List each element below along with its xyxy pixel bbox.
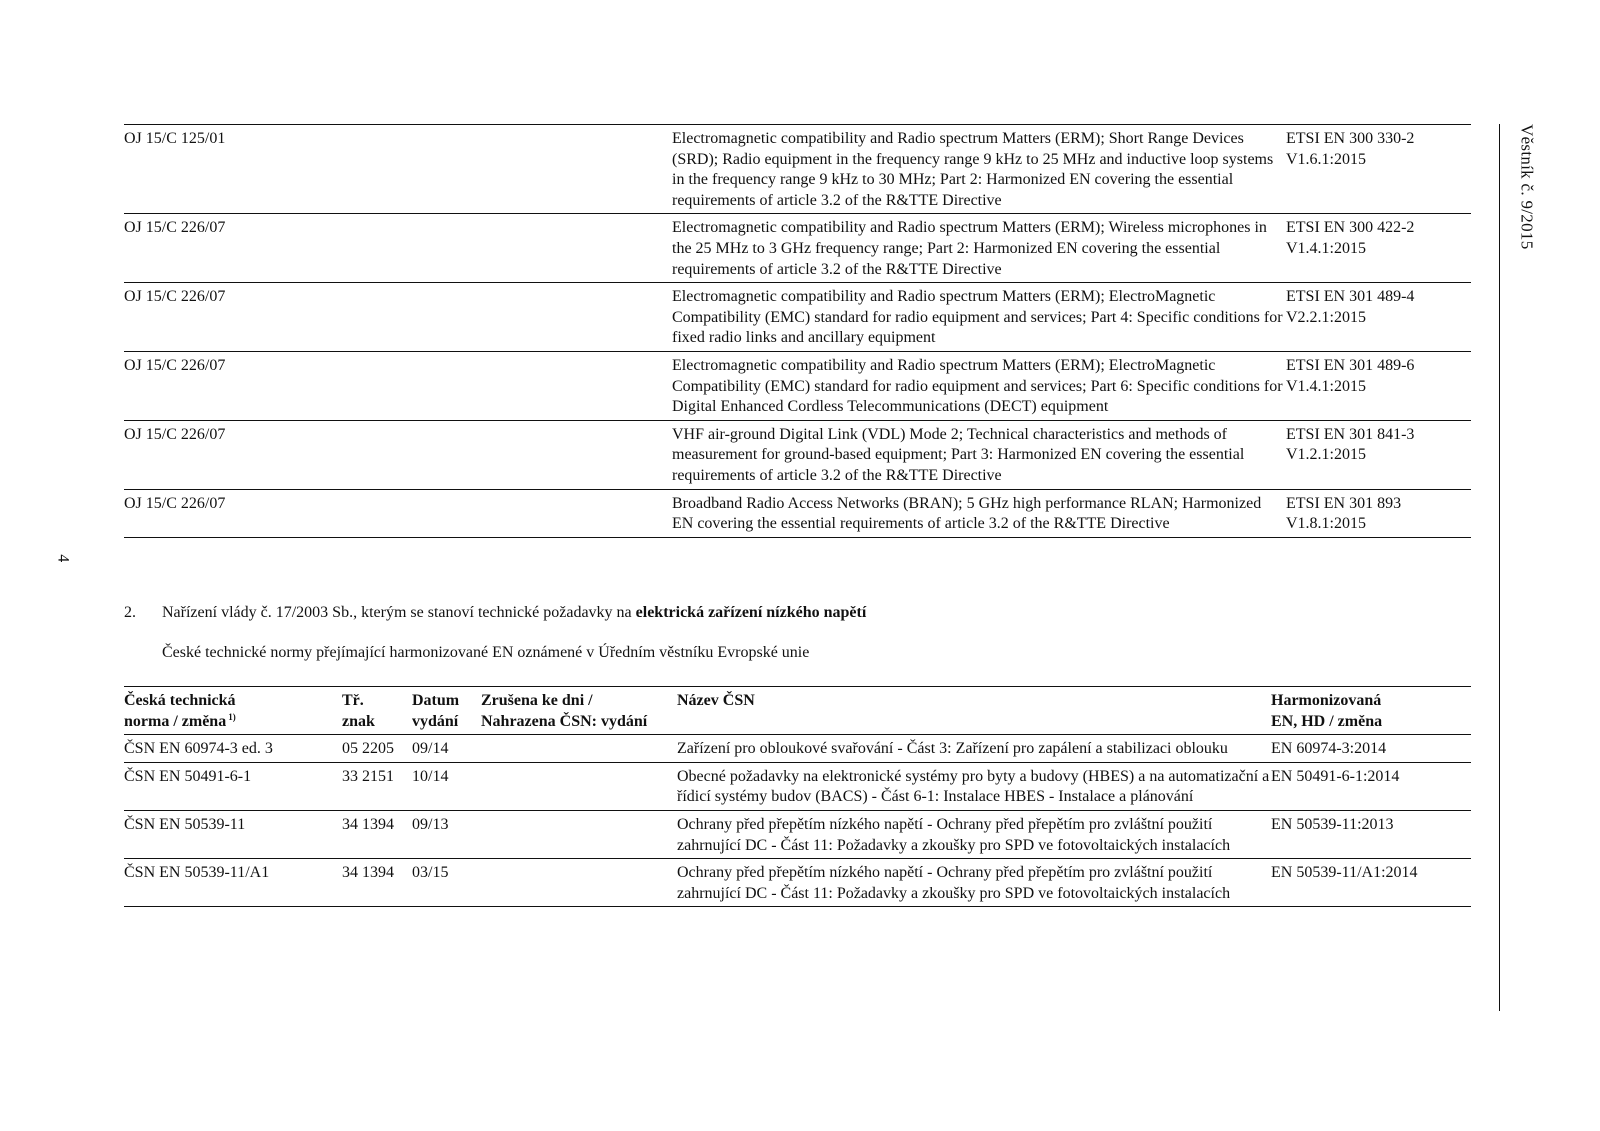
- header-name: Název ČSN: [677, 687, 1271, 735]
- csn-name: Zařízení pro obloukové svařování - Část 3: Zařízení pro zapálení a stabilizaci oblouku: [677, 740, 1228, 758]
- oj-reference: OJ 15/C 226/07: [124, 489, 672, 537]
- header-date-line2: vydání: [412, 712, 459, 730]
- margin-rule: [1499, 124, 1500, 1011]
- issue-date: 09/14: [412, 740, 449, 758]
- csn-table-body: [124, 735, 1471, 907]
- csn-standards-table: [124, 686, 1471, 907]
- section-heading-text: Nařízení vlády č. 17/2003 Sb., kterým se stanoví technické požadavky na: [162, 604, 636, 621]
- cancelled-date: [481, 859, 677, 907]
- table-row: [124, 735, 1471, 763]
- header-norm-line1: Česká technická: [124, 692, 236, 709]
- oj-reference: OJ 15/C 226/07: [124, 420, 672, 489]
- csn-name: Obecné požadavky na elektronické systémy pro byty a budovy (HBES) a na automatizační a řídicí systémy budov (BACS) - Část 6-1: Instalace HBES - Instalace a plánování: [677, 762, 1271, 810]
- class-code: 33 2151: [342, 762, 412, 810]
- csn-norm: ČSN EN 50539-11/A1: [124, 859, 342, 907]
- standard-title: Broadband Radio Access Networks (BRAN); 5 GHz high performance RLAN; Harmonized EN covering the essential requirements of article 3.2 of the R&TTE Directive: [672, 489, 1286, 537]
- harmonized-en: EN 50539-11:2013: [1271, 810, 1471, 858]
- standard-code: ETSI EN 301 893 V1.8.1:2015: [1286, 489, 1471, 537]
- standard-code: ETSI EN 301 489-4 V2.2.1:2015: [1286, 283, 1471, 352]
- csn-header-row: [124, 687, 1471, 735]
- harmonized-en: EN 60974-3:2014: [1271, 740, 1387, 758]
- header-norm-line2: norma / změna: [124, 712, 227, 730]
- csn-table-header: [124, 687, 1471, 735]
- header-harmonized: [1271, 687, 1471, 735]
- standard-code: ETSI EN 300 330-2 V1.6.1:2015: [1286, 125, 1471, 214]
- page-number: 4: [54, 554, 72, 563]
- csn-norm: ČSN EN 60974-3 ed. 3: [124, 740, 273, 758]
- section-subtitle: České technické normy přejímající harmonizované EN oznámené v Úředním věstníku Evropské unie: [162, 644, 810, 661]
- header-date-line1: Datum: [412, 692, 460, 709]
- header-harmonized-line2: EN, HD / změna: [1271, 712, 1383, 730]
- footnote-ref: 1): [228, 711, 236, 722]
- oj-reference: OJ 15/C 226/07: [124, 214, 672, 283]
- header-norm: [124, 687, 342, 735]
- table-row: [124, 489, 1471, 537]
- issue-date: 10/14: [412, 762, 481, 810]
- cancelled-date: [481, 810, 677, 858]
- oj-reference: OJ 15/C 226/07: [124, 283, 672, 352]
- section-heading: [162, 603, 866, 624]
- header-class-line1: Tř.: [342, 692, 364, 709]
- header-class: [342, 687, 412, 735]
- header-cancelled: [481, 687, 677, 735]
- header-date: [412, 687, 481, 735]
- standard-code: ETSI EN 300 422-2 V1.4.1:2015: [1286, 214, 1471, 283]
- etsi-table-body: [124, 125, 1471, 538]
- harmonized-en: EN 50539-11/A1:2014: [1271, 859, 1471, 907]
- etsi-standards-table: [124, 124, 1471, 538]
- section-heading-bold: elektrická zařízení nízkého napětí: [635, 604, 867, 621]
- issue-date: 09/13: [412, 810, 481, 858]
- class-code: 05 2205: [342, 740, 394, 758]
- table-row: [124, 351, 1471, 420]
- table-row: [124, 420, 1471, 489]
- table-row: [124, 810, 1471, 858]
- table-row: [124, 283, 1471, 352]
- standard-title: Electromagnetic compatibility and Radio spectrum Matters (ERM); ElectroMagnetic Compatibility (EMC) standard for radio equipment and services; Part 4: Specific conditions for fixed radio links and ancillary equipment: [672, 283, 1286, 352]
- header-class-line2: znak: [342, 712, 375, 730]
- standard-code: ETSI EN 301 489-6 V1.4.1:2015: [1286, 351, 1471, 420]
- harmonized-en: EN 50491-6-1:2014: [1271, 762, 1471, 810]
- section-number: 2.: [124, 604, 136, 621]
- standard-title: Electromagnetic compatibility and Radio spectrum Matters (ERM); Short Range Devices (SRD); Radio equipment in the frequency range 9 kHz to 25 MHz and inductive loop systems in the frequency range 9 kHz to 30 MHz; Part 2: Harmonized EN covering the essential requirements of article 3.2 of the R&TTE Directive: [672, 125, 1286, 214]
- oj-reference: OJ 15/C 226/07: [124, 351, 672, 420]
- standard-title: Electromagnetic compatibility and Radio spectrum Matters (ERM); Wireless microphones in the 25 MHz to 3 GHz frequency range; Part 2: Harmonized EN covering the essential requirements of article 3.2 of the R&TTE Directive: [672, 214, 1286, 283]
- cancelled-date: [481, 735, 677, 763]
- class-code: 34 1394: [342, 810, 412, 858]
- csn-name: Ochrany před přepětím nízkého napětí - Ochrany před přepětím pro zvláštní použití zahrnující DC - Část 11: Požadavky a zkoušky pro SPD ve fotovoltaických instalacích: [677, 810, 1271, 858]
- standard-code: ETSI EN 301 841-3 V1.2.1:2015: [1286, 420, 1471, 489]
- oj-reference: OJ 15/C 125/01: [124, 125, 672, 214]
- standard-title: VHF air-ground Digital Link (VDL) Mode 2; Technical characteristics and methods of measurement for ground-based equipment; Part 3: Harmonized EN covering the essential requirements of article 3.2 of the R&TTE Directive: [672, 420, 1286, 489]
- csn-norm: ČSN EN 50491-6-1: [124, 762, 342, 810]
- header-cancelled-line1: Zrušena ke dni /: [481, 692, 593, 709]
- table-row: [124, 859, 1471, 907]
- table-row: [124, 214, 1471, 283]
- cancelled-date: [481, 762, 677, 810]
- journal-title: Věstník č. 9/2015: [1517, 124, 1537, 250]
- class-code: 34 1394: [342, 859, 412, 907]
- header-harmonized-line1: Harmonizovaná: [1271, 692, 1382, 709]
- header-cancelled-line2: Nahrazena ČSN: vydání: [481, 712, 648, 730]
- standard-title: Electromagnetic compatibility and Radio spectrum Matters (ERM); ElectroMagnetic Compatibility (EMC) standard for radio equipment and services; Part 6: Specific conditions for Digital Enhanced Cordless Telecommunications (DECT) equipment: [672, 351, 1286, 420]
- table-row: [124, 762, 1471, 810]
- issue-date: 03/15: [412, 859, 481, 907]
- csn-name: Ochrany před přepětím nízkého napětí - Ochrany před přepětím pro zvláštní použití zahrnující DC - Část 11: Požadavky a zkoušky pro SPD ve fotovoltaických instalacích: [677, 859, 1271, 907]
- table-row: [124, 125, 1471, 214]
- csn-norm: ČSN EN 50539-11: [124, 810, 342, 858]
